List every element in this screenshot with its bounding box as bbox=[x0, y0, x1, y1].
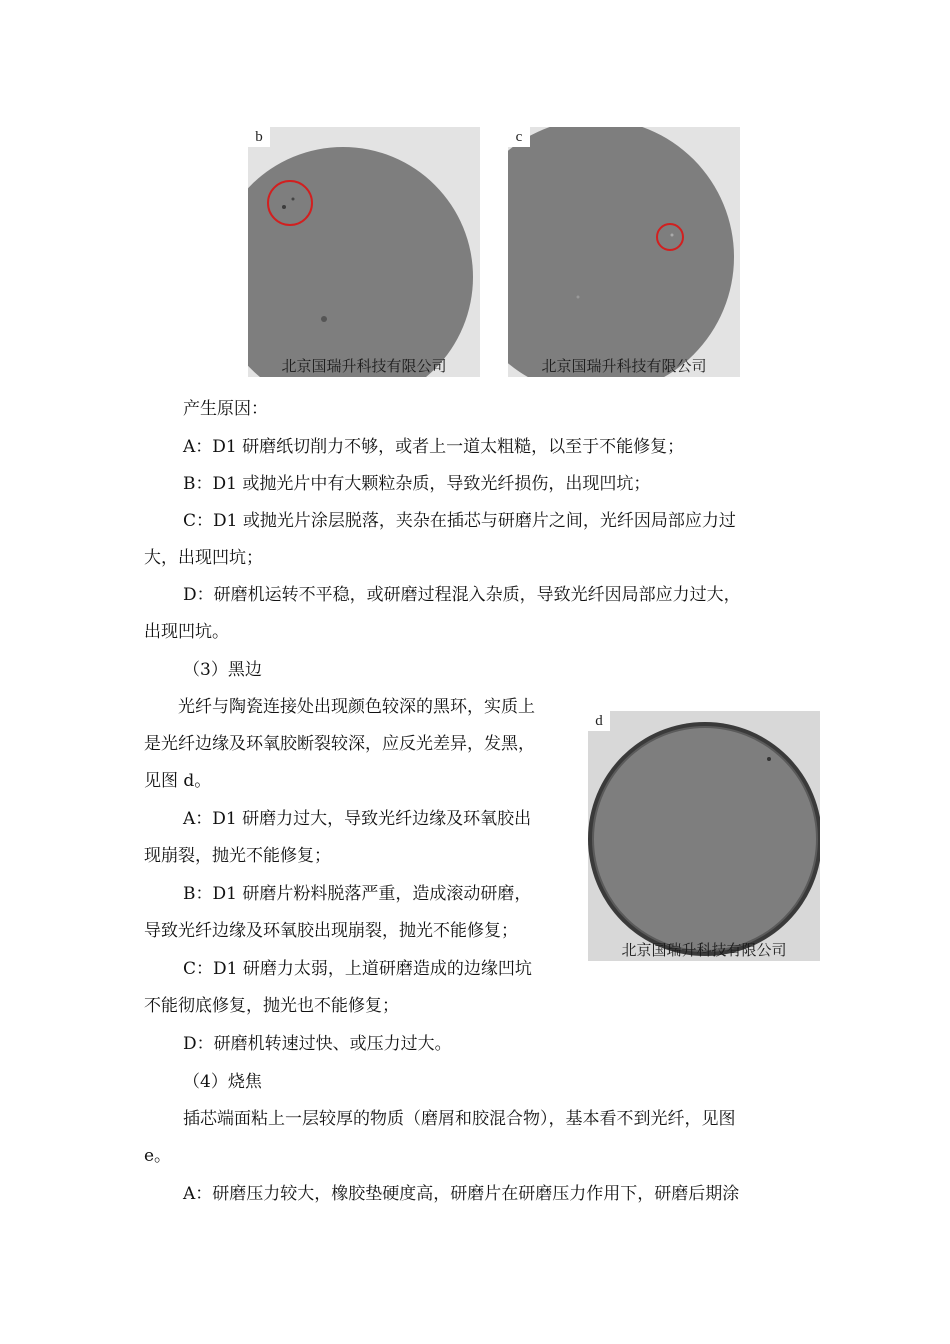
section4-desc-line1: 插芯端面粘上一层较厚的物质（磨屑和胶混合物），基本看不到光纤，见图 bbox=[183, 1109, 736, 1129]
s3-cause-a-line2: 现崩裂，抛光不能修复； bbox=[144, 846, 331, 866]
s3-cause-a-line1: A：D1 研磨力过大，导致光纤边缘及环氧胶出 bbox=[183, 809, 532, 829]
figure-b-label: b bbox=[248, 127, 270, 147]
figure-c bbox=[508, 127, 740, 377]
s3-cause-c-line2: 不能彻底修复，抛光也不能修复； bbox=[144, 996, 399, 1016]
causes-heading: 产生原因： bbox=[183, 399, 268, 419]
section4-desc-line2: e。 bbox=[144, 1146, 172, 1166]
s4-cause-a-line1: A：研磨压力较大，橡胶垫硬度高，研磨片在研磨压力作用下，研磨后期涂 bbox=[183, 1184, 740, 1204]
s3-cause-b-line2: 导致光纤边缘及环氧胶出现崩裂，抛光不能修复； bbox=[144, 921, 518, 941]
figure-b-watermark: 北京国瑞升科技有限公司 bbox=[281, 357, 447, 375]
cause-c-line1: C：D1 或抛光片涂层脱落，夹杂在插芯与研磨片之间，光纤因局部应力过 bbox=[183, 511, 736, 531]
cause-b: B：D1 或抛光片中有大颗粒杂质，导致光纤损伤，出现凹坑； bbox=[183, 474, 651, 494]
section4-heading: （4）烧焦 bbox=[183, 1072, 262, 1092]
figure-b-image bbox=[248, 127, 480, 377]
figure-d-image bbox=[588, 711, 820, 961]
cause-d-line2: 出现凹坑。 bbox=[144, 622, 229, 642]
figure-c-label: c bbox=[508, 127, 530, 147]
figure-b bbox=[248, 127, 480, 377]
s3-cause-b-line1: B：D1 研磨片粉料脱落严重，造成滚动研磨， bbox=[183, 884, 532, 904]
s3-cause-c-line1: C：D1 研磨力太弱，上道研磨造成的边缘凹坑 bbox=[183, 959, 532, 979]
cause-d-line1: D：研磨机运转不平稳，或研磨过程混入杂质，导致光纤因局部应力过大， bbox=[183, 585, 741, 605]
section3-heading: （3）黑边 bbox=[183, 660, 262, 680]
cause-c-line2: 大，出现凹坑； bbox=[144, 548, 263, 568]
s3-cause-d: D：研磨机转速过快、或压力过大。 bbox=[183, 1034, 452, 1054]
section3-desc-line1: 光纤与陶瓷连接处出现颜色较深的黑环，实质上 bbox=[178, 697, 535, 717]
figure-d-label: d bbox=[588, 711, 610, 731]
figure-c-watermark: 北京国瑞升科技有限公司 bbox=[541, 357, 707, 375]
figure-d bbox=[588, 711, 820, 961]
section3-desc-line3: 见图 d。 bbox=[144, 771, 212, 791]
figure-c-image bbox=[508, 127, 740, 377]
figure-d-watermark: 北京国瑞升科技有限公司 bbox=[621, 941, 787, 959]
cause-a: A：D1 研磨纸切削力不够，或者上一道太粗糙，以至于不能修复； bbox=[183, 437, 685, 457]
section3-desc-line2: 是光纤边缘及环氧胶断裂较深，应反光差异，发黑， bbox=[144, 734, 535, 754]
